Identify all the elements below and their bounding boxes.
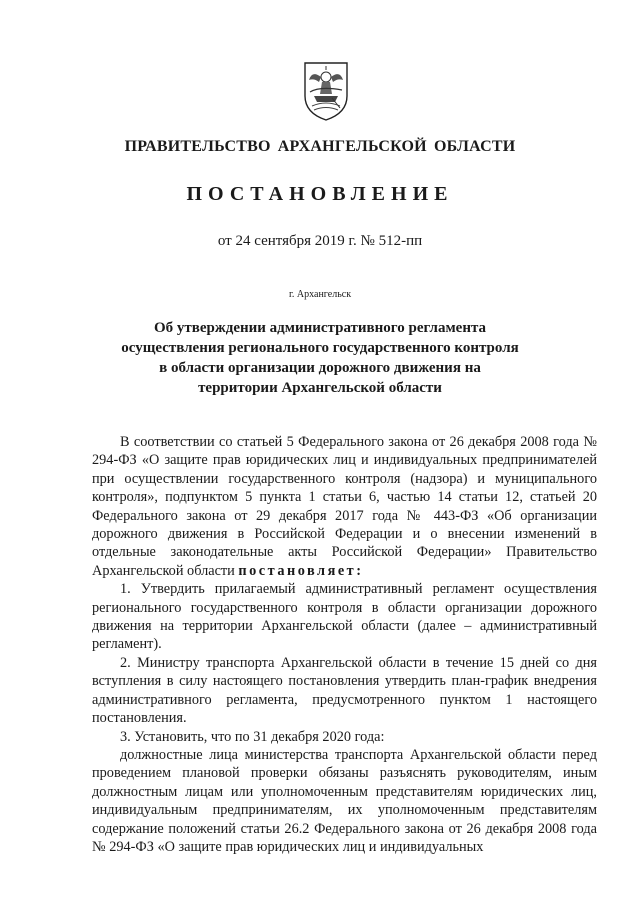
intro-paragraph xyxy=(92,433,597,580)
document-date-number: от 24 сентября 2019 г. № 512-пп xyxy=(217,233,423,249)
paragraph-2: 2. Министру транспорта Архангельской области в течение 15 дней со дня вступления в силу настоящего постановления утвердить план-график внедрения административного регламента, предусмотренного пунктом 1 настоящего постановления. xyxy=(92,654,597,727)
intro-text: В соответствии со статьей 5 Федерального закона от 26 декабря 2008 года № 294-ФЗ «О защите прав юридических лиц и индивидуальных предпринимателей при осуществлении государственного контроля (надзора) и муниципального контроля», подпунктом 5 пункта 1 статьи 6, частью 14 статьи 12, статьей 20 Федерального закона от 29 декабря 2017 года № 443-ФЗ «Об организации дорожного движения в Российской Федерации и о внесении изменений в отдельные законодательные акты Российской Федерации» Правительство Архангельской области xyxy=(92,434,597,579)
paragraph-3: 3. Установить, что по 31 декабря 2020 года: xyxy=(120,728,385,745)
document-city: г. Архангельск xyxy=(288,289,352,300)
decree-colon: : xyxy=(356,562,361,579)
government-name: ПРАВИТЕЛЬСТВО АРХАНГЕЛЬСКОЙ ОБЛАСТИ xyxy=(124,138,516,155)
paragraph-4: должностные лица министерства транспорта Архангельской области перед проведением плановой проверки обязаны разъяснять руководителям, иным должностным лицам или уполномоченным представителям юридических лиц, индивидуальным предпринимателям, их уполномоченным представителям содержание положений статьи 26.2 Федерального закона от 26 декабря 2008 года № 294-ФЗ «О защите прав юридических лиц и индивидуальных xyxy=(92,746,597,855)
coat-of-arms-icon xyxy=(302,60,350,122)
document-subject: Об утверждении административного регламента осуществления регионального государственного контроля в области организации дорожного движения на территории Архангельской области xyxy=(121,320,519,396)
paragraph-1: 1. Утвердить прилагаемый административный регламент осуществления регионального государственного контроля в области организации дорожного движения на территории Архангельской области (далее – административный регламент). xyxy=(92,581,597,653)
decree-word: постановляет xyxy=(238,562,357,579)
document-body xyxy=(92,433,597,856)
document-type: ПОСТАНОВЛЕНИЕ xyxy=(186,183,454,205)
